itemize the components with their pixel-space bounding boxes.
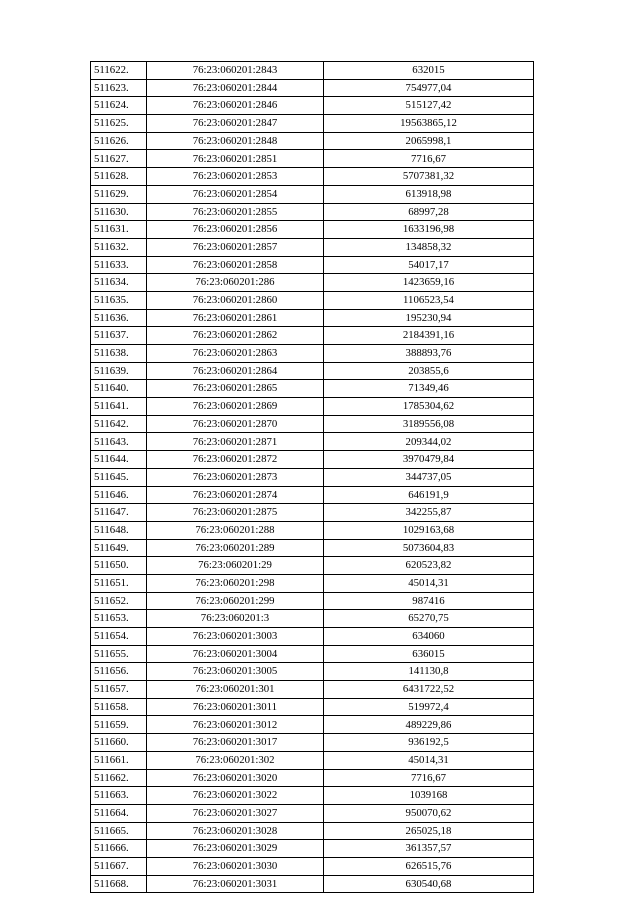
table-row	[91, 557, 534, 575]
cadastral-number-cell: 76:23:060201:2862	[147, 327, 324, 345]
table-row	[91, 345, 534, 363]
table-row	[91, 628, 534, 646]
row-number-cell: 511655.	[91, 645, 147, 663]
cadastral-value-cell: 2184391,16	[324, 327, 534, 345]
cadastral-number-cell: 76:23:060201:3	[147, 610, 324, 628]
row-number-cell: 511666.	[91, 840, 147, 858]
cadastral-value-cell: 620523,82	[324, 557, 534, 575]
table-row	[91, 804, 534, 822]
cadastral-value-cell: 68997,28	[324, 203, 534, 221]
row-number-cell: 511652.	[91, 592, 147, 610]
row-number-cell: 511654.	[91, 628, 147, 646]
row-number-cell: 511651.	[91, 574, 147, 592]
cadastral-number-cell: 76:23:060201:302	[147, 751, 324, 769]
row-number-cell: 511628.	[91, 168, 147, 186]
cadastral-number-cell: 76:23:060201:2874	[147, 486, 324, 504]
table-row	[91, 840, 534, 858]
table-row	[91, 132, 534, 150]
table-row	[91, 698, 534, 716]
row-number-cell: 511626.	[91, 132, 147, 150]
cadastral-value-cell: 987416	[324, 592, 534, 610]
cadastral-value-cell: 209344,02	[324, 433, 534, 451]
row-number-cell: 511637.	[91, 327, 147, 345]
row-number-cell: 511663.	[91, 787, 147, 805]
cadastral-value-cell: 45014,31	[324, 751, 534, 769]
row-number-cell: 511656.	[91, 663, 147, 681]
table-row	[91, 734, 534, 752]
document-page	[90, 61, 531, 893]
cadastral-number-cell: 76:23:060201:2857	[147, 238, 324, 256]
cadastral-number-cell: 76:23:060201:299	[147, 592, 324, 610]
cadastral-value-cell: 54017,17	[324, 256, 534, 274]
table-row	[91, 504, 534, 522]
cadastral-value-cell: 19563865,12	[324, 115, 534, 133]
row-number-cell: 511633.	[91, 256, 147, 274]
cadastral-value-cell: 613918,98	[324, 185, 534, 203]
cadastral-number-cell: 76:23:060201:3022	[147, 787, 324, 805]
cadastral-number-cell: 76:23:060201:2854	[147, 185, 324, 203]
row-number-cell: 511625.	[91, 115, 147, 133]
cadastral-value-cell: 2065998,1	[324, 132, 534, 150]
cadastral-value-cell: 519972,4	[324, 698, 534, 716]
cadastral-value-cell: 388893,76	[324, 345, 534, 363]
cadastral-value-cell: 1633196,98	[324, 221, 534, 239]
cadastral-number-cell: 76:23:060201:2863	[147, 345, 324, 363]
table-row	[91, 592, 534, 610]
table-row	[91, 398, 534, 416]
cadastral-value-cell: 646191,9	[324, 486, 534, 504]
cadastral-value-table	[90, 61, 534, 893]
table-row	[91, 539, 534, 557]
cadastral-value-cell: 344737,05	[324, 468, 534, 486]
cadastral-value-cell: 489229,86	[324, 716, 534, 734]
table-row	[91, 256, 534, 274]
table-row	[91, 415, 534, 433]
cadastral-number-cell: 76:23:060201:2843	[147, 62, 324, 80]
table-row	[91, 574, 534, 592]
table-row	[91, 185, 534, 203]
cadastral-value-cell: 7716,67	[324, 150, 534, 168]
row-number-cell: 511646.	[91, 486, 147, 504]
cadastral-value-cell: 3970479,84	[324, 451, 534, 469]
table-row	[91, 610, 534, 628]
table-row	[91, 433, 534, 451]
cadastral-value-cell: 936192,5	[324, 734, 534, 752]
row-number-cell: 511650.	[91, 557, 147, 575]
table-body	[91, 62, 534, 893]
cadastral-number-cell: 76:23:060201:2869	[147, 398, 324, 416]
row-number-cell: 511665.	[91, 822, 147, 840]
cadastral-value-cell: 1039168	[324, 787, 534, 805]
cadastral-value-cell: 950070,62	[324, 804, 534, 822]
table-row	[91, 857, 534, 875]
cadastral-value-cell: 134858,32	[324, 238, 534, 256]
cadastral-number-cell: 76:23:060201:3028	[147, 822, 324, 840]
cadastral-value-cell: 71349,46	[324, 380, 534, 398]
row-number-cell: 511645.	[91, 468, 147, 486]
cadastral-number-cell: 76:23:060201:3017	[147, 734, 324, 752]
cadastral-number-cell: 76:23:060201:2870	[147, 415, 324, 433]
row-number-cell: 511636.	[91, 309, 147, 327]
cadastral-number-cell: 76:23:060201:3030	[147, 857, 324, 875]
row-number-cell: 511634.	[91, 274, 147, 292]
cadastral-value-cell: 1785304,62	[324, 398, 534, 416]
table-row	[91, 238, 534, 256]
cadastral-value-cell: 7716,67	[324, 769, 534, 787]
cadastral-value-cell: 632015	[324, 62, 534, 80]
cadastral-value-cell: 45014,31	[324, 574, 534, 592]
cadastral-number-cell: 76:23:060201:289	[147, 539, 324, 557]
row-number-cell: 511660.	[91, 734, 147, 752]
table-row	[91, 115, 534, 133]
cadastral-number-cell: 76:23:060201:2873	[147, 468, 324, 486]
row-number-cell: 511657.	[91, 681, 147, 699]
row-number-cell: 511661.	[91, 751, 147, 769]
cadastral-number-cell: 76:23:060201:2865	[147, 380, 324, 398]
cadastral-number-cell: 76:23:060201:298	[147, 574, 324, 592]
cadastral-number-cell: 76:23:060201:2858	[147, 256, 324, 274]
cadastral-number-cell: 76:23:060201:3027	[147, 804, 324, 822]
cadastral-number-cell: 76:23:060201:2860	[147, 291, 324, 309]
cadastral-number-cell: 76:23:060201:2847	[147, 115, 324, 133]
row-number-cell: 511667.	[91, 857, 147, 875]
row-number-cell: 511664.	[91, 804, 147, 822]
cadastral-value-cell: 630540,68	[324, 875, 534, 893]
cadastral-number-cell: 76:23:060201:3004	[147, 645, 324, 663]
cadastral-value-cell: 195230,94	[324, 309, 534, 327]
table-row	[91, 97, 534, 115]
row-number-cell: 511640.	[91, 380, 147, 398]
cadastral-value-cell: 1106523,54	[324, 291, 534, 309]
cadastral-number-cell: 76:23:060201:29	[147, 557, 324, 575]
cadastral-number-cell: 76:23:060201:3031	[147, 875, 324, 893]
cadastral-number-cell: 76:23:060201:2846	[147, 97, 324, 115]
row-number-cell: 511653.	[91, 610, 147, 628]
table-row	[91, 681, 534, 699]
cadastral-number-cell: 76:23:060201:2851	[147, 150, 324, 168]
table-row	[91, 168, 534, 186]
row-number-cell: 511643.	[91, 433, 147, 451]
table-row	[91, 645, 534, 663]
row-number-cell: 511624.	[91, 97, 147, 115]
cadastral-value-cell: 515127,42	[324, 97, 534, 115]
row-number-cell: 511641.	[91, 398, 147, 416]
cadastral-number-cell: 76:23:060201:286	[147, 274, 324, 292]
row-number-cell: 511632.	[91, 238, 147, 256]
table-row	[91, 79, 534, 97]
cadastral-number-cell: 76:23:060201:2856	[147, 221, 324, 239]
cadastral-value-cell: 3189556,08	[324, 415, 534, 433]
table-row	[91, 875, 534, 893]
cadastral-number-cell: 76:23:060201:3029	[147, 840, 324, 858]
row-number-cell: 511644.	[91, 451, 147, 469]
cadastral-number-cell: 76:23:060201:2875	[147, 504, 324, 522]
cadastral-value-cell: 141130,8	[324, 663, 534, 681]
row-number-cell: 511642.	[91, 415, 147, 433]
cadastral-value-cell: 342255,87	[324, 504, 534, 522]
table-row	[91, 327, 534, 345]
table-row	[91, 451, 534, 469]
table-row	[91, 291, 534, 309]
table-row	[91, 62, 534, 80]
table-row	[91, 274, 534, 292]
cadastral-value-cell: 361357,57	[324, 840, 534, 858]
cadastral-number-cell: 76:23:060201:2848	[147, 132, 324, 150]
row-number-cell: 511658.	[91, 698, 147, 716]
cadastral-number-cell: 76:23:060201:3005	[147, 663, 324, 681]
cadastral-number-cell: 76:23:060201:2872	[147, 451, 324, 469]
row-number-cell: 511631.	[91, 221, 147, 239]
table-row	[91, 769, 534, 787]
cadastral-number-cell: 76:23:060201:3012	[147, 716, 324, 734]
row-number-cell: 511630.	[91, 203, 147, 221]
table-row	[91, 521, 534, 539]
row-number-cell: 511649.	[91, 539, 147, 557]
table-row	[91, 822, 534, 840]
table-row	[91, 362, 534, 380]
cadastral-number-cell: 76:23:060201:2855	[147, 203, 324, 221]
table-row	[91, 203, 534, 221]
cadastral-value-cell: 626515,76	[324, 857, 534, 875]
table-row	[91, 663, 534, 681]
cadastral-value-cell: 1423659,16	[324, 274, 534, 292]
row-number-cell: 511668.	[91, 875, 147, 893]
table-row	[91, 486, 534, 504]
cadastral-number-cell: 76:23:060201:2844	[147, 79, 324, 97]
table-row	[91, 150, 534, 168]
row-number-cell: 511635.	[91, 291, 147, 309]
cadastral-value-cell: 636015	[324, 645, 534, 663]
row-number-cell: 511629.	[91, 185, 147, 203]
cadastral-value-cell: 203855,6	[324, 362, 534, 380]
cadastral-number-cell: 76:23:060201:3011	[147, 698, 324, 716]
cadastral-number-cell: 76:23:060201:2853	[147, 168, 324, 186]
cadastral-number-cell: 76:23:060201:288	[147, 521, 324, 539]
table-row	[91, 309, 534, 327]
row-number-cell: 511638.	[91, 345, 147, 363]
cadastral-value-cell: 5707381,32	[324, 168, 534, 186]
row-number-cell: 511623.	[91, 79, 147, 97]
row-number-cell: 511627.	[91, 150, 147, 168]
row-number-cell: 511639.	[91, 362, 147, 380]
table-row	[91, 468, 534, 486]
cadastral-value-cell: 5073604,83	[324, 539, 534, 557]
cadastral-number-cell: 76:23:060201:2861	[147, 309, 324, 327]
cadastral-value-cell: 65270,75	[324, 610, 534, 628]
cadastral-value-cell: 1029163,68	[324, 521, 534, 539]
cadastral-value-cell: 754977,04	[324, 79, 534, 97]
row-number-cell: 511662.	[91, 769, 147, 787]
table-row	[91, 380, 534, 398]
table-row	[91, 716, 534, 734]
table-row	[91, 221, 534, 239]
cadastral-value-cell: 265025,18	[324, 822, 534, 840]
table-row	[91, 751, 534, 769]
row-number-cell: 511622.	[91, 62, 147, 80]
row-number-cell: 511659.	[91, 716, 147, 734]
cadastral-number-cell: 76:23:060201:3003	[147, 628, 324, 646]
cadastral-number-cell: 76:23:060201:3020	[147, 769, 324, 787]
cadastral-number-cell: 76:23:060201:2871	[147, 433, 324, 451]
cadastral-number-cell: 76:23:060201:2864	[147, 362, 324, 380]
cadastral-number-cell: 76:23:060201:301	[147, 681, 324, 699]
row-number-cell: 511648.	[91, 521, 147, 539]
cadastral-value-cell: 6431722,52	[324, 681, 534, 699]
table-row	[91, 787, 534, 805]
row-number-cell: 511647.	[91, 504, 147, 522]
cadastral-value-cell: 634060	[324, 628, 534, 646]
